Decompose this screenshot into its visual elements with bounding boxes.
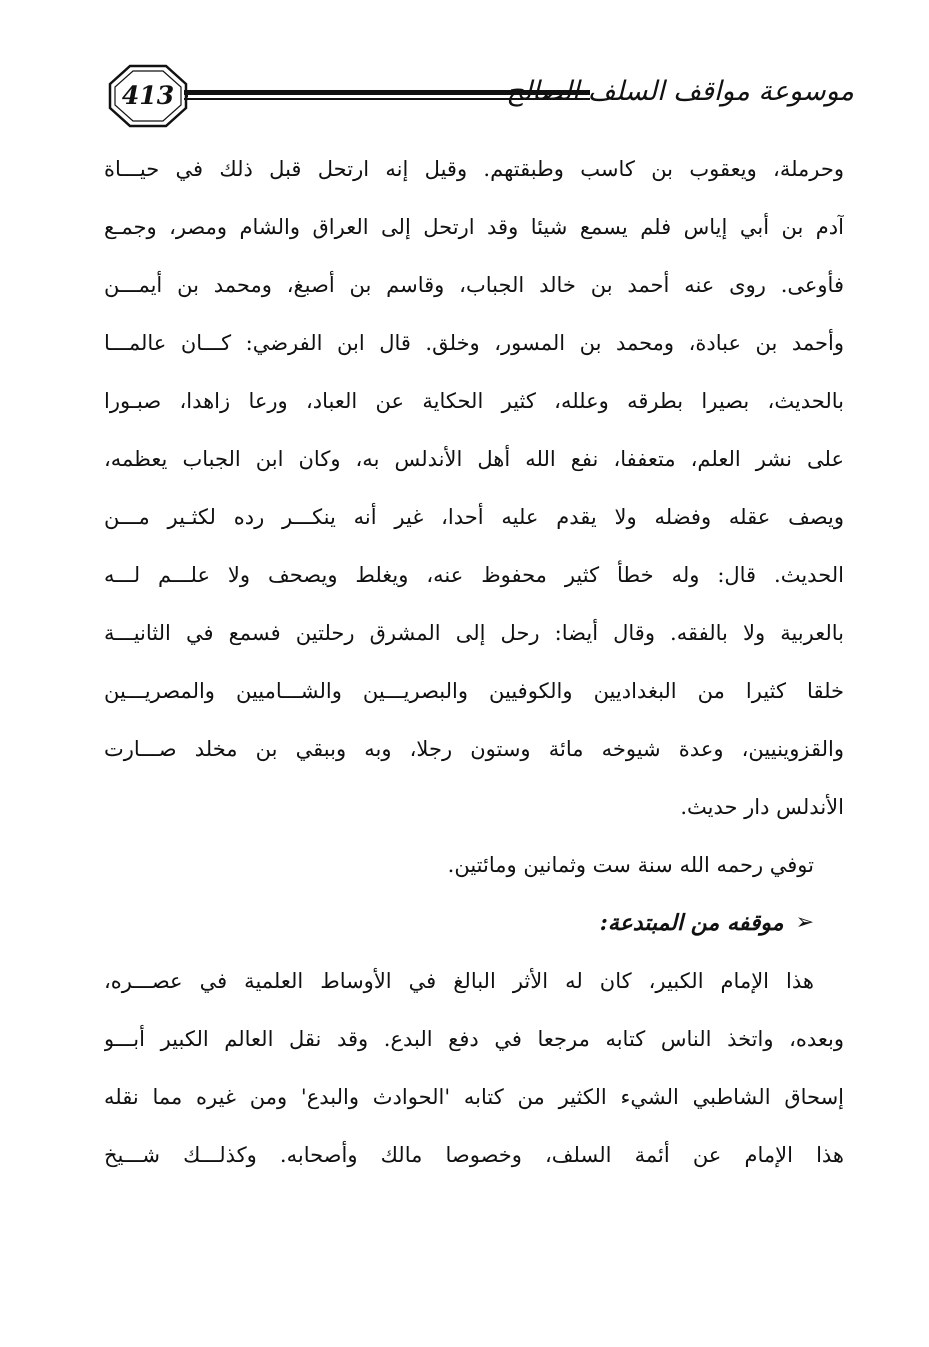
series-title: موسوعة مواقف السلف الصالح bbox=[506, 76, 854, 107]
body-line: إسحاق الشاطبي الشيء الكثير من كتابه 'الحوادث والبدع' ومن غيره مما نقله bbox=[104, 1085, 844, 1109]
arrowhead-icon: ➢ bbox=[795, 910, 814, 935]
section-heading-text: موقفه من المبتدعة: bbox=[599, 910, 784, 936]
body-line: خلقا كثيرا من البغداديين والكوفيين والبصريـــين والشـــاميين والمصريـــين bbox=[104, 679, 844, 703]
body-line: بالعربية ولا بالفقه. وقال أيضا: رحل إلى المشرق رحلتين فسمع في الثانيـــة bbox=[104, 621, 844, 645]
body-line: هذا الإمام عن أئمة السلف، وخصوصا مالك وأصحابه. وكذلـــك شـــيخ bbox=[104, 1143, 844, 1167]
body-line: بالحديث، بصيرا بطرقه وعلله، كثير الحكاية عن العباد، ورعا زاهدا، صبـورا bbox=[104, 389, 844, 413]
body-line: ويصف عقله وفضله ولا يقدم عليه أحدا، غير أنه ينكـــر رده لكثـير مـــن bbox=[104, 505, 844, 529]
body-line: وبعده، واتخذ الناس كتابه مرجعا في دفع البدع. وقد نقل العالم الكبير أبـــو bbox=[104, 1027, 844, 1051]
page-body bbox=[104, 140, 844, 1184]
body-line: فأوعى. روى عنه أحمد بن خالد الجباب، وقاسم بن أصبغ، ومحمد بن أيمـــن bbox=[104, 273, 844, 297]
body-line: وحرملة، ويعقوب بن كاسب وطبقتهم. وقيل إنه ارتحل قبل ذلك في حيـــاة bbox=[104, 157, 844, 181]
body-line: الحديث. قال: وله خطأ كثير محفوظ عنه، ويغلط ويصحف ولا علـــم لـــه bbox=[104, 563, 844, 587]
body-line: وأحمد بن عبادة، ومحمد بن المسور، وخلق. قال ابن الفرضي: كـــان عالمـــا bbox=[104, 331, 844, 355]
body-line: آدم بن أبي إياس فلم يسمع شيئا وقد ارتحل إلى العراق والشام ومصر، وجمـع bbox=[104, 215, 844, 239]
body-line: هذا الإمام الكبير، كان له الأثر البالغ في الأوساط العلمية في عصـــره، bbox=[104, 969, 814, 993]
page-number: 413 bbox=[121, 81, 175, 110]
page-header bbox=[100, 62, 860, 134]
body-line: على نشر العلم، متعففا، نفع الله أهل الأندلس به، وكان ابن الجباب يعظمه، bbox=[104, 447, 844, 471]
body-line: الأندلس دار حديث. bbox=[680, 795, 844, 819]
page-number-badge bbox=[108, 64, 188, 128]
body-line: والقزوينيين، وعدة شيوخه مائة وستون رجلا، وبه وببقي بن مخلد صـــارت bbox=[104, 737, 844, 761]
death-note: توفي رحمه الله سنة ست وثمانين ومائتين. bbox=[447, 853, 814, 877]
section-heading bbox=[104, 894, 844, 952]
